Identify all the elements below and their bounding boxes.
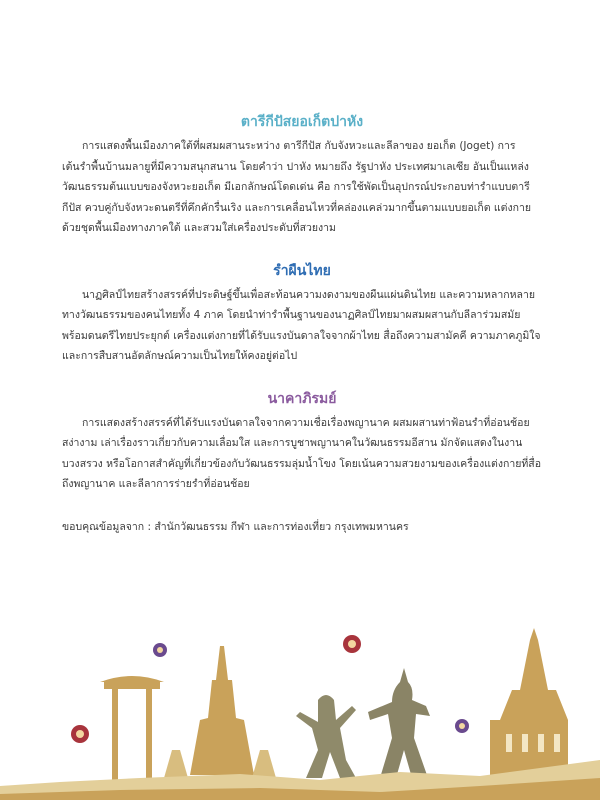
section-tari-kipas	[62, 112, 542, 239]
section-naka-phirom	[62, 389, 542, 495]
source-credit: ขอบคุณข้อมูลจาก : สำนักวัฒนธรรม กีฬา และการท่องเที่ยว กรุงเทพมหานคร	[62, 520, 409, 533]
thai-landmarks-illustration	[0, 610, 600, 800]
section-body: นาฏศิลป์ไทยสร้างสรรค์ที่ประดิษฐ์ขึ้นเพื่อสะท้อนความงดงามของผืนแผ่นดินไทย และความหลากหลายทางวัฒนธรรมของคนไทยทั้ง 4 ภาค โดยนำท่ารำพื้นฐานของนาฏศิลป์ไทยมาผสมผสานกับลีลาร่วมสมัย พร้อมดนตรีไทยประยุกต์ เครื่องแต่งกายที่ได้รับแรงบันดาลใจจากผ้าไทย สื่อถึงความสามัคคี ความภาคภูมิใจ และการสืบสานอัตลักษณ์ความเป็นไทยให้คงอยู่ต่อไป	[62, 288, 541, 362]
section-body: การแสดงสร้างสรรค์ที่ได้รับแรงบันดาลใจจากความเชื่อเรื่องพญานาค ผสมผสานท่าฟ้อนรำที่อ่อนช้อยสง่างาม เล่าเรื่องราวเกี่ยวกับความเลื่อมใส และการบูชาพญานาคในวัฒนธรรมอีสาน มักจัดแสดงในงานบวงสรวง หรือโอกาสสำคัญที่เกี่ยวข้องกับวัฒนธรรมลุ่มน้ำโขง โดยเน้นความสวยงามของเครื่องแต่งกายที่สื่อถึงพญานาค และลีลาการร่ายรำที่อ่อนช้อย	[62, 416, 542, 490]
thai-dancer-icon	[296, 695, 356, 778]
section-ram-phuen-thai	[62, 261, 542, 367]
article-content	[62, 112, 542, 537]
section-title: รำผืนไทย	[273, 262, 331, 279]
section-body: การแสดงพื้นเมืองภาคใต้ที่ผสมผสานระหว่าง ตารีกีปัส กับจังหวะและลีลาของ ยอเก็ต (Joget) การเต้นรำพื้นบ้านมลายูที่มีความสนุกสนาน โดยคำว่า ปาหัง หมายถึง รัฐปาหัง ประเทศมาเลเซีย อันเป็นแหล่งวัฒนธรรมต้นแบบของจังหวะยอเก็ต มีเอกลักษณ์โดดเด่น คือ การใช้พัดเป็นอุปกรณ์ประกอบท่ารำแบบตารีกีปัส ควบคู่กับจังหวะดนตรีที่คึกคักรื่นเริง และการเคลื่อนไหวที่คล่องแคล่วมากขึ้นตามแบบยอเก็ต แต่งกายด้วยชุดพื้นเมืองทางภาคใต้ และสวมใส่เครื่องประดับที่สวยงาม	[62, 140, 532, 234]
wat-arun-icon	[164, 646, 276, 778]
yaksha-dancer-icon	[368, 668, 430, 778]
giant-swing-icon	[100, 676, 164, 780]
section-title: นาคาภิรมย์	[267, 390, 337, 407]
section-title: ตารีกีปัสยอเก็ตปาหัง	[240, 114, 364, 130]
temple-icon	[490, 628, 568, 778]
